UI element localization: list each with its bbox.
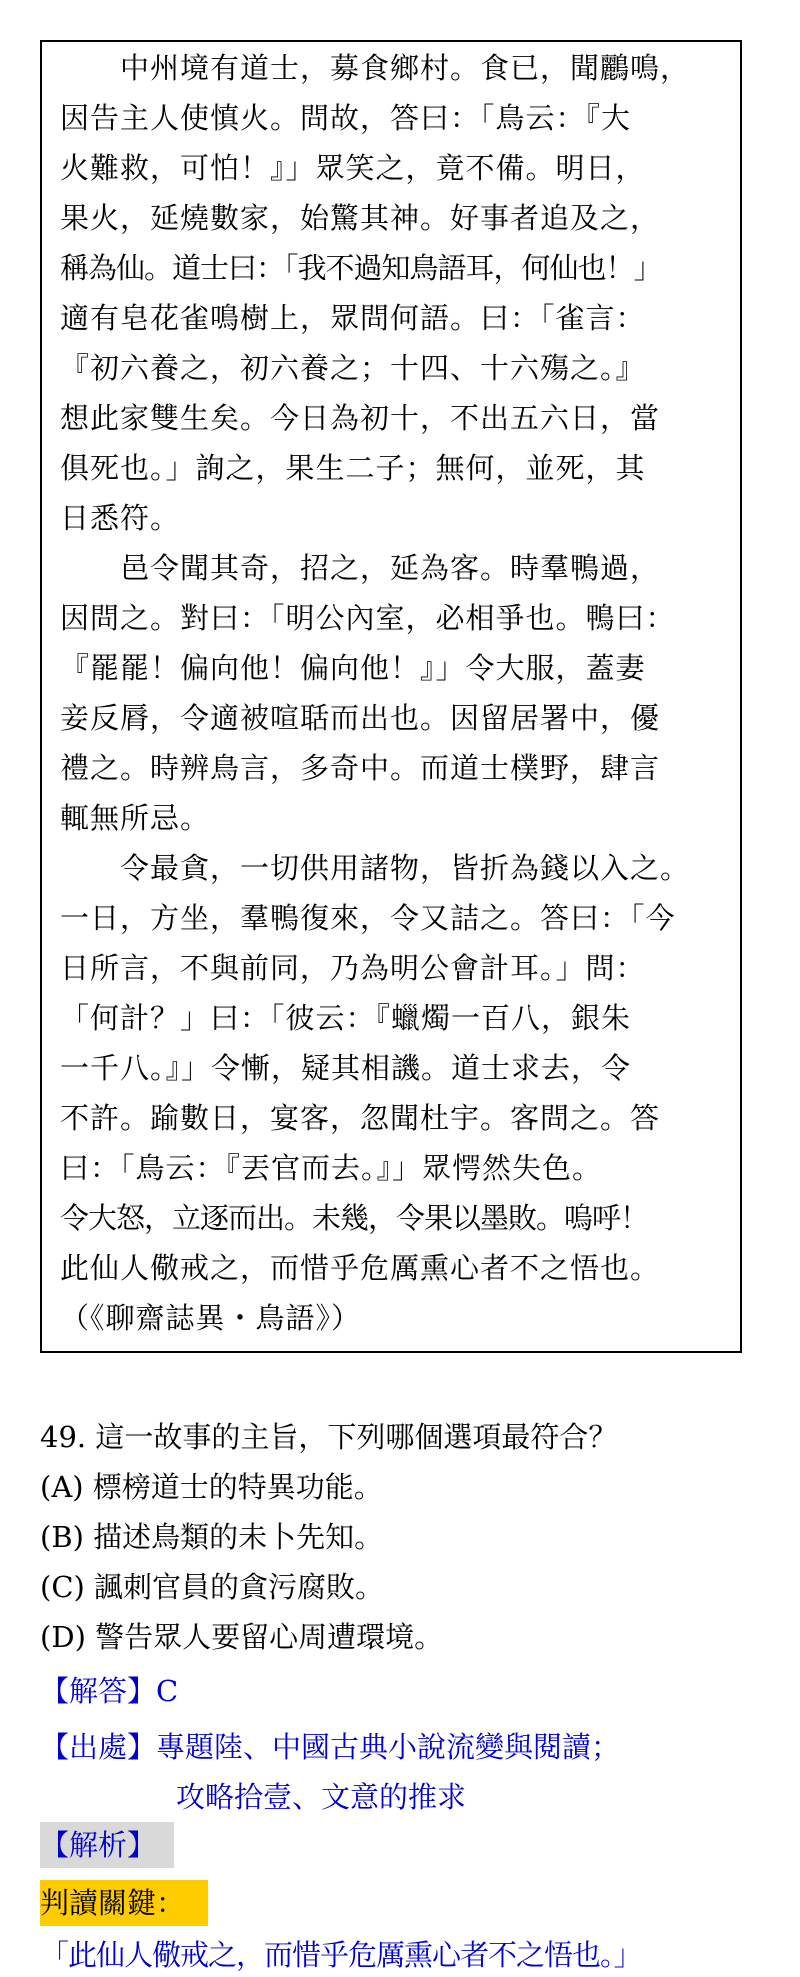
option-c: (C) 諷刺官員的貪污腐敗。 [40, 1570, 385, 1604]
passage-line: 日所言，不與前同，乃為明公會計耳。」問： [60, 951, 646, 985]
answer-label: 【解答】 [40, 1674, 157, 1708]
answer-row [40, 1671, 178, 1711]
option-a: (A) 標榜道士的特異功能。 [40, 1470, 383, 1504]
passage-line: 火難救，可怕！』」眾笑之，竟不備。明日， [60, 151, 646, 185]
passage-line: 因告主人使慎火。問故，答曰：「鳥云：『大 [60, 101, 632, 135]
passage-line: 果火，延燒數家，始驚其神。好事者追及之， [60, 201, 661, 235]
passage-line: 想此家雙生矣。今日為初十，不出五六日，當 [60, 401, 661, 435]
passage-line: 令最貪，一切供用諸物，皆折為錢以入之。 [60, 851, 691, 885]
passage-line: 稱為仙。道士曰：「我不過知鳥語耳，何仙也！」 [60, 251, 662, 285]
passage-line: 中州境有道士，募食鄉村。食已，聞鸝鳴， [60, 51, 691, 85]
passage-line: 曰：「鳥云：『丟官而去。』」眾愕然失色。 [60, 1151, 603, 1185]
source-text-line2: 攻略拾壹、文意的推求 [176, 1780, 467, 1814]
key-label: 判讀關鍵： [40, 1886, 186, 1920]
passage-source: （《聊齋誌異・鳥語》） [60, 1301, 362, 1335]
analysis-label: 【解析】 [40, 1828, 157, 1862]
passage-line: 『初六養之，初六養之；十四、十六殤之。』 [60, 351, 646, 385]
passage-line: 輒無所忌。 [60, 801, 211, 835]
passage-line: 『罷罷！偏向他！偏向他！』」令大服，蓋妻 [60, 651, 646, 685]
option-b: (B) 描述鳥類的未卜先知。 [40, 1520, 384, 1554]
source-row [40, 1727, 620, 1767]
key-quote: 「此仙人儆戒之，而惜乎危厲熏心者不之悟也。」 [40, 1938, 642, 1972]
passage-line: 一千八。』」令慚，疑其相譏。道士求去，令 [60, 1051, 632, 1085]
passage-line: 日悉符。 [60, 501, 181, 535]
passage-line: 「何計？」曰：「彼云：『蠟燭一百八，銀朱 [60, 1001, 632, 1035]
passage-line: 此仙人儆戒之，而惜乎危厲熏心者不之悟也。 [60, 1251, 661, 1285]
passage-line: 不許。踰數日，宴客，忽聞杜宇。客問之。答 [60, 1101, 661, 1135]
passage-box [40, 40, 742, 1353]
passage-line: 妾反脣，令適被喧聒而出也。因留居署中，優 [60, 701, 661, 735]
passage-line: 一日，方坐，羣鴨復來，令又詰之。答曰：「今 [60, 901, 676, 935]
passage-line: 邑令聞其奇，招之，延為客。時羣鴨過， [60, 551, 661, 585]
passage-line: 俱死也。」詢之，果生二子；無何，並死，其 [60, 451, 646, 485]
passage-line: 令大怒，立逐而出。未幾，令果以墨敗。嗚呼！ [60, 1201, 649, 1235]
passage-line: 禮之。時辨鳥言，多奇中。而道士樸野，肆言 [60, 751, 661, 785]
source-text: 專題陸、中國古典小說流變與閱讀； [156, 1730, 621, 1764]
question-stem: 49. 這一故事的主旨，下列哪個選項最符合？ [40, 1420, 618, 1454]
option-d: (D) 警告眾人要留心周遭環境。 [40, 1620, 444, 1654]
passage-line: 適有皂花雀鳴樹上，眾問何語。曰：「雀言： [60, 301, 646, 335]
answer-value: C [156, 1674, 179, 1708]
source-label: 【出處】 [40, 1730, 157, 1764]
passage-line: 因問之。對曰：「明公內室，必相爭也。鴨曰： [60, 601, 676, 635]
